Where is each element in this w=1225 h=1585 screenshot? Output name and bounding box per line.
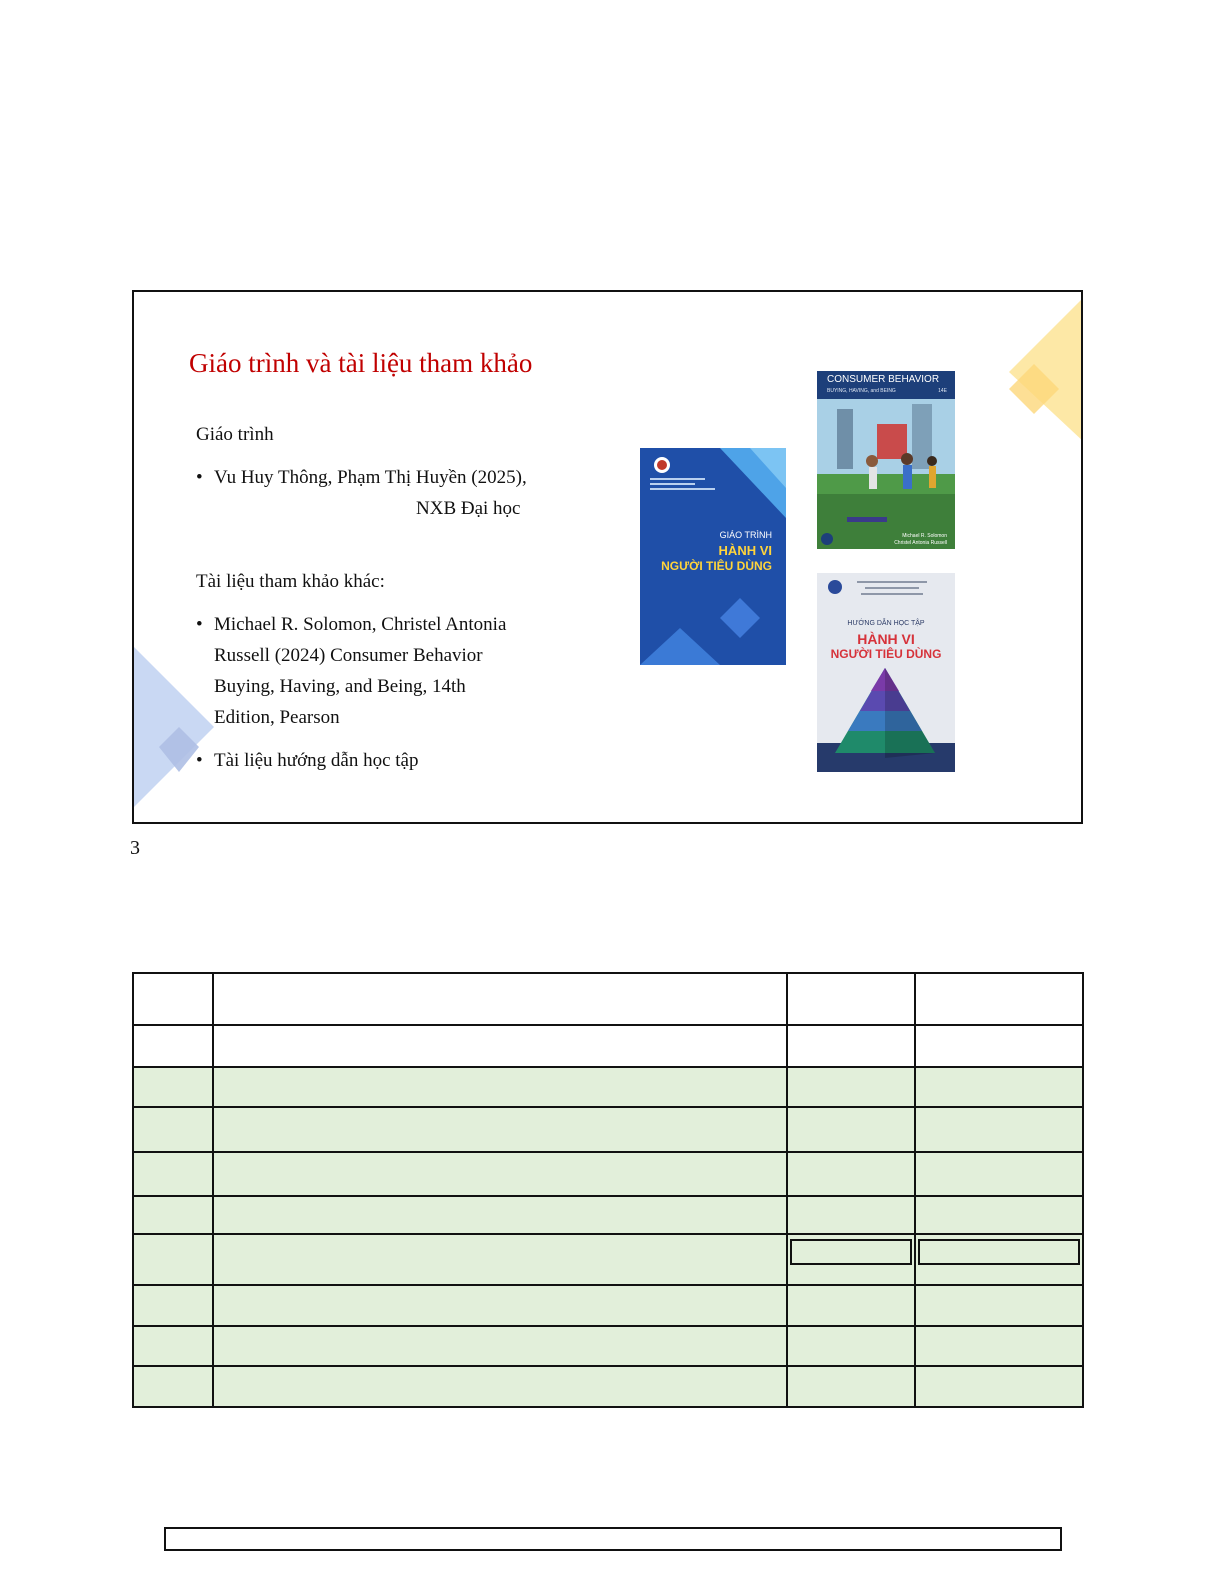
table-cell <box>787 1196 915 1234</box>
table-cell <box>133 1067 213 1107</box>
table-row <box>133 1366 1083 1407</box>
textbook-cover-image <box>640 448 786 665</box>
table-row <box>133 1152 1083 1196</box>
reference-entry <box>196 614 506 636</box>
reference-line-4: Edition, Pearson <box>214 707 340 728</box>
table-cell <box>133 1025 213 1067</box>
cover-label: HƯỚNG DẪN HỌC TẬP <box>847 620 925 627</box>
table-cell <box>213 1025 787 1067</box>
consumer-behavior-cover-image <box>817 371 955 549</box>
table-cell <box>787 1067 915 1107</box>
cover-title-line-2: NGƯỜI TIÊU DÙNG <box>661 559 772 573</box>
table-cell <box>787 1326 915 1366</box>
table-cell <box>787 1025 915 1067</box>
yellow-diamond-decoration <box>994 292 1083 452</box>
table-cell <box>213 1152 787 1196</box>
table-cell <box>915 1107 1083 1152</box>
textbook-line-1: Vu Huy Thông, Phạm Thị Huyền (2025), <box>214 467 527 488</box>
textbook-line-2: NXB Đại học <box>416 498 521 519</box>
study-guide-cover-image <box>817 573 955 772</box>
notes-table <box>132 972 1084 1408</box>
table-cell <box>915 1326 1083 1366</box>
table-cell <box>787 1107 915 1152</box>
table-cell <box>787 1234 915 1285</box>
cover-title-line-1: HÀNH VI <box>857 631 915 647</box>
table-cell <box>787 973 915 1025</box>
table-cell <box>915 1234 1083 1285</box>
table-cell <box>787 1285 915 1326</box>
reference-line-2: Russell (2024) Consumer Behavior <box>214 645 483 666</box>
table-cell <box>133 1234 213 1285</box>
table-cell <box>213 973 787 1025</box>
slide-frame <box>132 290 1083 824</box>
cover-title-line-2: NGƯỜI TIÊU DÙNG <box>830 647 942 661</box>
table-row <box>133 1107 1083 1152</box>
inner-box <box>918 1239 1080 1265</box>
blue-diamond-decoration <box>134 647 254 822</box>
table-cell <box>213 1366 787 1407</box>
table-row <box>133 1025 1083 1067</box>
table-cell <box>787 1366 915 1407</box>
study-guide-entry <box>196 750 418 772</box>
cover-label: GIÁO TRÌNH <box>719 530 772 540</box>
table-cell <box>213 1326 787 1366</box>
reference-line-1: Michael R. Solomon, Christel Antonia <box>214 614 507 635</box>
table-cell <box>915 1025 1083 1067</box>
table-cell <box>787 1152 915 1196</box>
bullet-icon: • <box>196 614 203 635</box>
bullet-icon: • <box>196 750 203 771</box>
reference-line-3: Buying, Having, and Being, 14th <box>214 676 466 697</box>
table-cell <box>915 1196 1083 1234</box>
table-cell <box>915 1285 1083 1326</box>
cover-author-1: Michael R. Solomon <box>902 533 947 539</box>
table-row <box>133 1234 1083 1285</box>
table-row <box>133 1196 1083 1234</box>
cover-title: CONSUMER BEHAVIOR <box>827 374 940 385</box>
cover-author-2: Christel Antonia Russell <box>894 540 947 546</box>
table-cell <box>133 1326 213 1366</box>
table-cell <box>133 973 213 1025</box>
table-cell <box>213 1196 787 1234</box>
page-number: 3 <box>130 837 140 859</box>
textbook-heading: Giáo trình <box>196 424 274 445</box>
cover-illustration <box>817 399 955 549</box>
table-cell <box>213 1285 787 1326</box>
cover-title-line-1: HÀNH VI <box>718 543 772 558</box>
textbook-entry <box>196 467 527 489</box>
cover-illustration <box>817 573 955 772</box>
table-row <box>133 1326 1083 1366</box>
table-cell <box>133 1196 213 1234</box>
cover-subtitle: BUYING, HAVING, and BEING <box>827 388 896 394</box>
table-cell <box>133 1366 213 1407</box>
table-cell <box>133 1285 213 1326</box>
study-guide-line: Tài liệu hướng dẫn học tập <box>214 750 419 771</box>
table-row <box>133 1285 1083 1326</box>
table-cell <box>213 1067 787 1107</box>
bullet-icon: • <box>196 467 203 488</box>
table-cell <box>915 1366 1083 1407</box>
footer-box <box>164 1527 1062 1551</box>
table-cell <box>915 1152 1083 1196</box>
slide-title: Giáo trình và tài liệu tham khảo <box>189 348 533 378</box>
cover-edition: 14E <box>938 388 947 394</box>
table-cell <box>213 1107 787 1152</box>
table-cell <box>133 1107 213 1152</box>
table-row <box>133 973 1083 1025</box>
table-cell <box>915 1067 1083 1107</box>
inner-box <box>790 1239 912 1265</box>
table-cell <box>133 1152 213 1196</box>
table-cell <box>915 973 1083 1025</box>
table-cell <box>213 1234 787 1285</box>
table-row <box>133 1067 1083 1107</box>
other-references-heading: Tài liệu tham khảo khác: <box>196 571 385 592</box>
